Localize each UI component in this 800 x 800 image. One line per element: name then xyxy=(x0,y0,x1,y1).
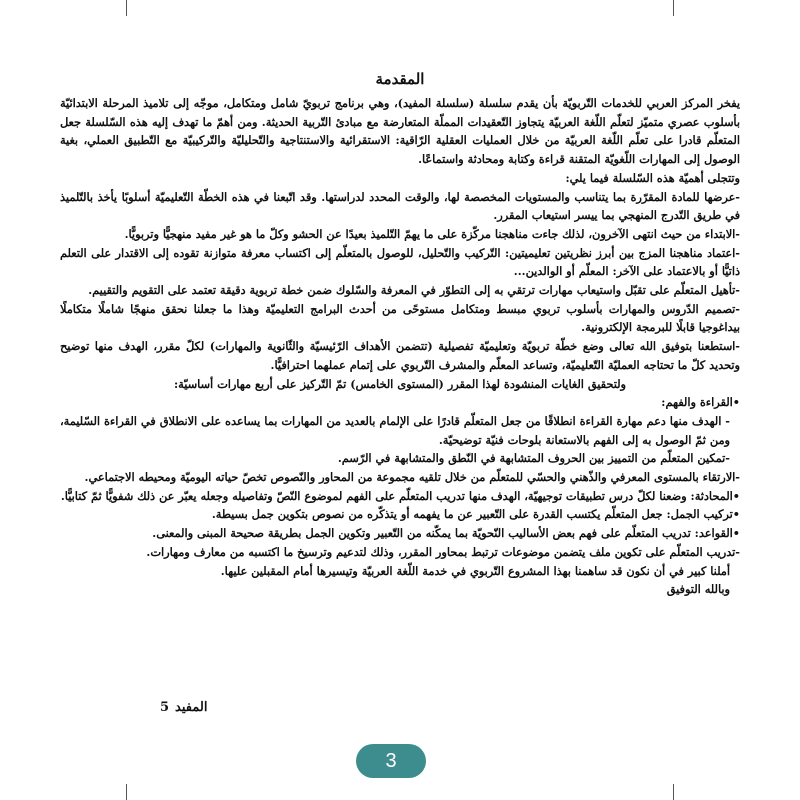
document-body xyxy=(60,94,740,599)
paragraph-reading-heading: •القراءة والفهم: xyxy=(661,395,740,410)
paragraph-reading-level: -الارتقاء بالمستوى المعرفي والذّهني والحسّي للمتعلّم من خلال تلقيه مجموعة من المحاور والنّصوص تخصّ حياته اليوميّة ومحيطه الاجتماعي. xyxy=(84,470,740,485)
footer-series xyxy=(160,700,213,715)
paragraph-reading-goal: - الهدف منها دعم مهارة القراءة انطلاقًا من جعل المتعلّم قادرًا على الإلمام بالعديد من المهارات بما يساعده على الانطلاق في القراءة السّليمة، ومن ثمّ الوصول به إلى الفهم بالاستعانة بلوحات فنيّة توضيحيّة. xyxy=(60,413,730,447)
paragraph-point-4: -تأهيل المتعلّم على تقبّل واستيعاب مهارات ترتقي به إلى التطوّر في المعرفة والسّلوك ضمن خطة تربوية دقيقة تعتمد على التقويم والتقييم. xyxy=(88,283,740,298)
paragraph-signoff: وبالله التوفيق xyxy=(666,582,730,597)
paragraph-grammar: •القواعد: تدريب المتعلّم على فهم بعض الأساليب النّحويّة بما يمكّنه من التّعبير وتكوين الجمل بطريقة صحيحة المبنى والمعنى. xyxy=(152,526,740,541)
crop-mark-bottom-right xyxy=(673,784,674,800)
paragraph-point-1: -عرضها للمادة المقرّرة بما يتناسب والمستويات المخصصة لها، والوقت المحدد لدراستها. وقد اتّبعنا في هذه الخطّة التّعليميّة أسلوبًا يأخذ بالتّلميذ في طريق التّدرج المنهجي بما ييسر استيعاب المقرر. xyxy=(60,189,740,223)
paragraph-point-6: -استطعنا بتوفيق الله تعالى وضع خطّة تربويّة وتعليميّة تفصيلية (تتضمن الأهداف الرّئيسيّة والثّانوية والمهارات) لكلّ مقرر، الهدف منها توضيح وتحديد كلّ ما تحتاجه العمليّة التّعليميّة، وتساعد المعلّم والمشرف التّربوي على إتمام عملهما احترافيًّا. xyxy=(60,339,740,372)
footer-level: 5 xyxy=(160,700,170,715)
paragraph-importance-heading: وتتجلى أهميّة هذه السّلسلة فيما يلي: xyxy=(565,170,740,185)
paragraph-conversation: •المحادثة: وضعنا لكلّ درس تطبيقات توجيهيّة، الهدف منها تدريب المتعلّم على الفهم لموضوع النّصّ وتفاصيله وجعله يعبّر عن ذلك شفويًّا ثمّ كتابيًّا. xyxy=(60,488,740,503)
document-page xyxy=(60,58,740,758)
paragraph-point-2: -الابتداء من حيث انتهى الآخرون، لذلك جاءت مناهجنا مركّزة على ما يهمّ التّلميذ بعيدًا عن الحشو وكلّ ما هو غير مفيد منهجيًّا وتربويًّا. xyxy=(124,226,740,241)
paragraph-point-3: -اعتماد مناهجنا المزج بين أبرز نظريتين تعليميتين: التّركيب والتّحليل، للوصول بالمتعلّم إلى اكتساب معرفة متوازنة تقوده إلى الاقتدار على التعلم ذاتيًّا أو بالاعتماد على الآخر: المعلّم أو الوالدين... xyxy=(60,245,740,279)
crop-mark-top-left xyxy=(126,0,127,16)
paragraph-sentences: •تركيب الجمل: جعل المتعلّم يكتسب القدرة على التّعبير عن ما يفهمه أو يتذكّره من نصوص بتكوين جمل بسيطة. xyxy=(211,507,740,522)
paragraph-skills-heading: ولتحقيق الغايات المنشودة لهذا المقرر (المستوى الخامس) تمّ التّركيز على أربع مهارات أساسيّة: xyxy=(173,376,626,391)
footer-series-name: المفيد xyxy=(175,700,208,715)
paragraph-reading-letters: -تمكين المتعلّم من التمييز بين الحروف المتشابهة في النّطق والمتشابهة في الرّسم. xyxy=(337,451,730,466)
crop-mark-bottom-left xyxy=(126,784,127,800)
paragraph-point-5: -تصميم الدّروس والمهارات بأسلوب تربوي مبسط ومتكامل مستوحًى من أحدث البرامج التعليميّة وهذا ما جعلنا نحقق منهجًا شاملًا متكاملًا بيداغوجيا قابلًا للبرمجة الإلكترونية. xyxy=(60,301,740,335)
page-title: المقدمة xyxy=(375,70,425,88)
paragraph-portfolio: -تدريب المتعلّم على تكوين ملف يتضمن موضوعات ترتبط بمحاور المقرر، وذلك لتدعيم وترسيخ ما اكتسبه من معارف ومهارات. xyxy=(146,544,740,559)
crop-mark-top-right xyxy=(673,0,674,16)
paragraph-intro: يفخر المركز العربي للخدمات التّربويّة بأن يقدم سلسلة (سلسلة المفيد)، وهي برنامج تربويّ شامل ومتكامل، موجّه إلى تلاميذ المرحلة الابتدائيّة بأسلوب عصري متميّز لتعلّم اللّغة العربيّة يتجاوز التّعقيدات المملّة المتعارضة مع مبادئ التّربية الحديثة. ومن أهمّ ما تهدف إليه هذه السّلسلة جعل المتعلّم قادرا على تعلّم اللّغة العربيّة من خلال العمليات العقلية الرّاقية: الاستقرائية والاستنتاجية والتّحليليّة والتّركيبيّة مع التّطبيق العملي، بغية الوصول إلى المهارات اللّغويّة المتقنة قراءة وكتابة ومحادثة واستماعًا. xyxy=(60,96,740,167)
paragraph-closing: أملنا كبير في أن نكون قد ساهمنا بهذا المشروع التّربوي في خدمة اللّغة العربيّة وتيسيرها أمام المقبلين عليها. xyxy=(220,563,730,578)
page-number-badge: 3 xyxy=(356,744,426,778)
